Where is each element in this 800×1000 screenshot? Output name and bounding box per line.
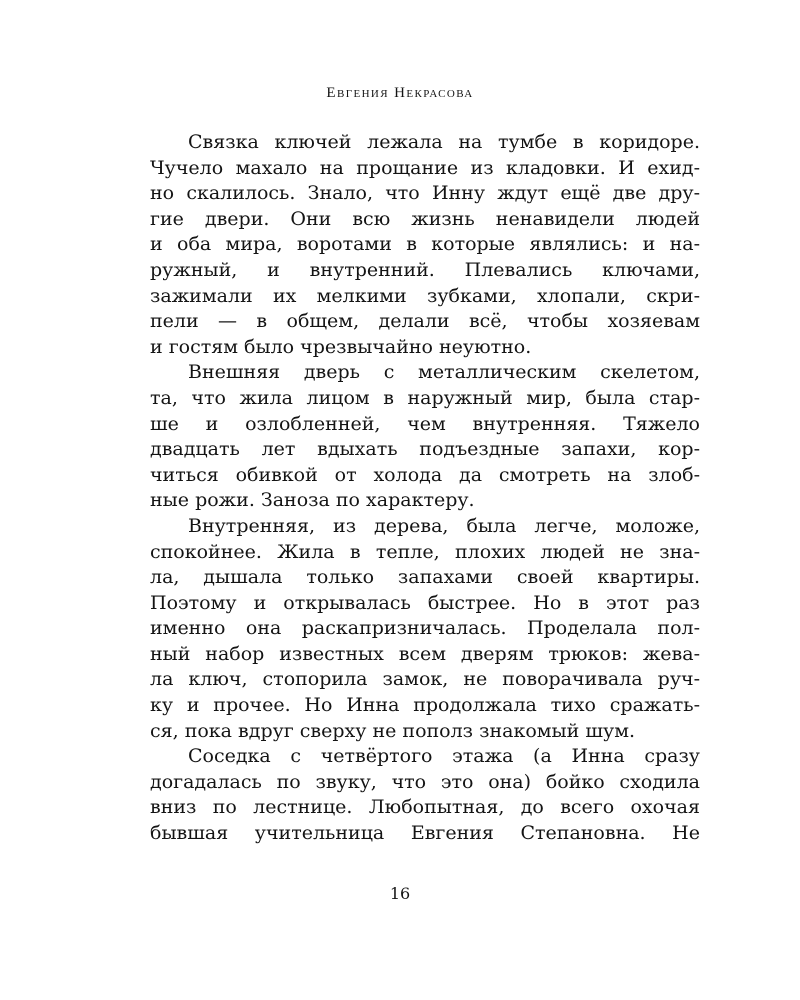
text-line: вниз по лестнице. Любопытная, до всего охочая [150,796,700,819]
text-line: Соседка с четвёртого этажа (а Инна сразу [188,745,700,768]
text-line: Поэтому и открывалась быстрее. Но в этот раз [150,591,700,614]
text-line: ла ключ, стопорила замок, не поворачивала руч- [150,668,700,691]
text-line: ку и прочее. Но Инна продолжала тихо сражать- [150,694,700,717]
text-line: Чучело махало на прощание из кладовки. И ехид- [150,156,700,179]
page-number: 16 [389,884,411,903]
text-line: зажимали их мелкими зубками, хлопали, скри- [150,284,700,307]
text-line: спокойнее. Жила в тепле, плохих людей не зна- [150,540,700,563]
running-header-author: Евгения Некрасова [326,85,474,101]
text-line: та, что жила лицом в наружный мир, была стар- [150,386,700,409]
text-line: ше и озлобленней, чем внутренняя. Тяжело [150,412,700,435]
body-text [150,130,700,847]
text-line: и оба мира, воротами в которые являлись: и на- [150,233,700,256]
text-line: пели — в общем, делали всё, чтобы хозяевам [150,310,700,333]
text-line: двадцать лет вдыхать подъездные запахи, кор- [150,438,700,461]
text-line: ружный, и внутренний. Плевались ключами, [150,258,700,281]
text-line: Внутренняя, из дерева, была легче, моложе, [188,514,700,537]
text-line: ный набор известных всем дверям трюков: жева- [150,642,700,665]
text-line: но скалилось. Знало, что Инну ждут ещё две дру- [150,182,700,205]
text-line: ся, пока вдруг сверху не пополз знакомый шум. [150,719,636,742]
text-line: бывшая учительница Евгения Степановна. Не [150,822,700,845]
text-line: и гостям было чрезвычайно неуютно. [150,335,532,358]
text-line: Связка ключей лежала на тумбе в коридоре. [188,131,700,153]
text-line: Внешняя дверь с металлическим скелетом, [188,361,700,384]
text-line: ла, дышала только запахами своей квартиры. [150,566,700,589]
text-line: догадалась по звуку, что это она) бойко сходила [150,770,700,793]
text-line: гие двери. Они всю жизнь ненавидели людей [150,207,700,230]
text-line: именно она раскапризничалась. Проделала пол- [150,617,700,640]
text-line: ные рожи. Заноза по характеру. [150,489,475,512]
text-line: читься обивкой от холода да смотреть на злоб- [150,463,700,486]
